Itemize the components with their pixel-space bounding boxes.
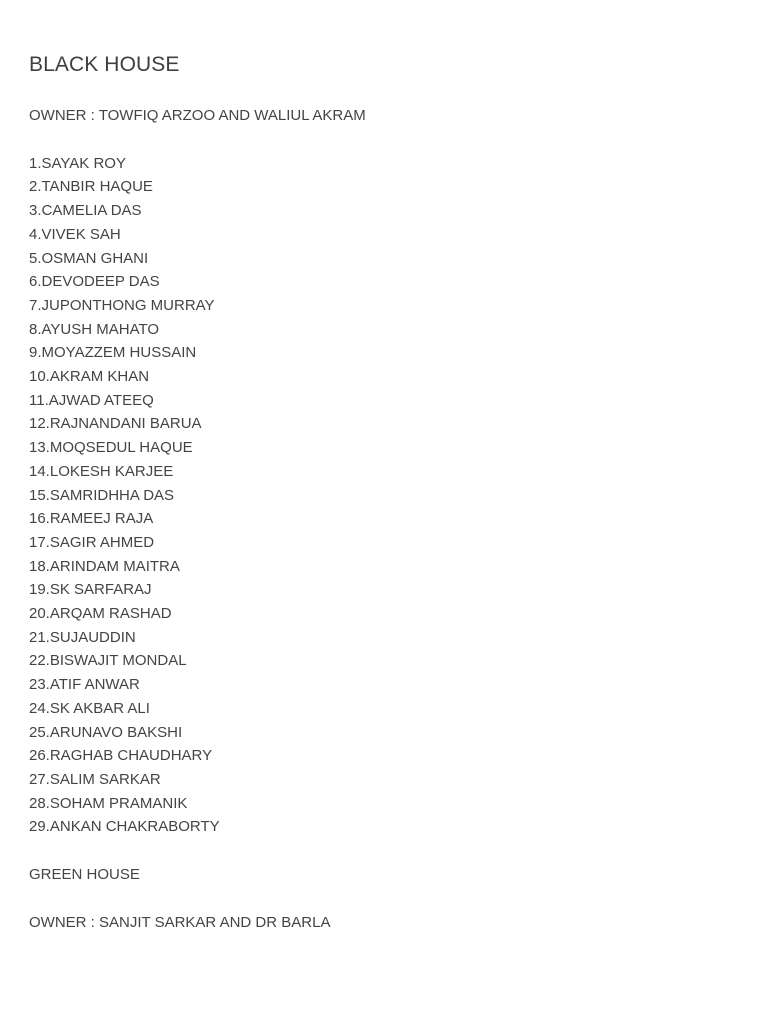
list-item: 26.RAGHAB CHAUDHARY [29, 747, 213, 765]
list-item: 15.SAMRIDHHA DAS [29, 486, 175, 504]
list-item: 3.CAMELIA DAS [29, 202, 142, 220]
list-item: 6.DEVODEEP DAS [29, 273, 160, 291]
list-item: 28.SOHAM PRAMANIK [29, 794, 188, 812]
list-item: 22.BISWAJIT MONDAL [29, 652, 187, 670]
list-item: 25.ARUNAVO BAKSHI [29, 723, 183, 741]
list-item: 21.SUJAUDDIN [29, 628, 136, 646]
list-item: 4.VIVEK SAH [29, 225, 121, 243]
list-item: 29.ANKAN CHAKRABORTY [29, 818, 220, 836]
green-house-owner: OWNER : SANJIT SARKAR AND DR BARLA [29, 913, 331, 931]
list-item: 5.OSMAN GHANI [29, 249, 149, 267]
list-item: 18.ARINDAM MAITRA [29, 557, 180, 575]
list-item: 12.RAJNANDANI BARUA [29, 415, 202, 433]
list-item: 19.SK SARFARAJ [29, 581, 152, 599]
list-item: 23.ATIF ANWAR [29, 676, 140, 694]
list-item: 16.RAMEEJ RAJA [29, 510, 154, 528]
list-item: 1.SAYAK ROY [29, 154, 126, 172]
black-house-title: BLACK HOUSE [29, 53, 180, 76]
black-house-owner: OWNER : TOWFIQ ARZOO AND WALIUL AKRAM [29, 107, 366, 124]
black-house-member-list [29, 152, 739, 839]
list-item: 8.AYUSH MAHATO [29, 320, 160, 338]
list-item: 27.SALIM SARKAR [29, 770, 161, 788]
list-item: 2.TANBIR HAQUE [29, 178, 153, 196]
list-item: 20.ARQAM RASHAD [29, 605, 172, 623]
list-item: 10.AKRAM KHAN [29, 368, 150, 386]
list-item: 13.MOQSEDUL HAQUE [29, 439, 193, 457]
list-item: 9.MOYAZZEM HUSSAIN [29, 344, 197, 362]
green-house-title: GREEN HOUSE [29, 866, 140, 884]
list-item: 11.AJWAD ATEEQ [29, 391, 154, 409]
list-item: 7.JUPONTHONG MURRAY [29, 296, 215, 314]
list-item: 24.SK AKBAR ALI [29, 699, 150, 717]
list-item: 14.LOKESH KARJEE [29, 462, 174, 480]
list-item: 17.SAGIR AHMED [29, 533, 155, 551]
